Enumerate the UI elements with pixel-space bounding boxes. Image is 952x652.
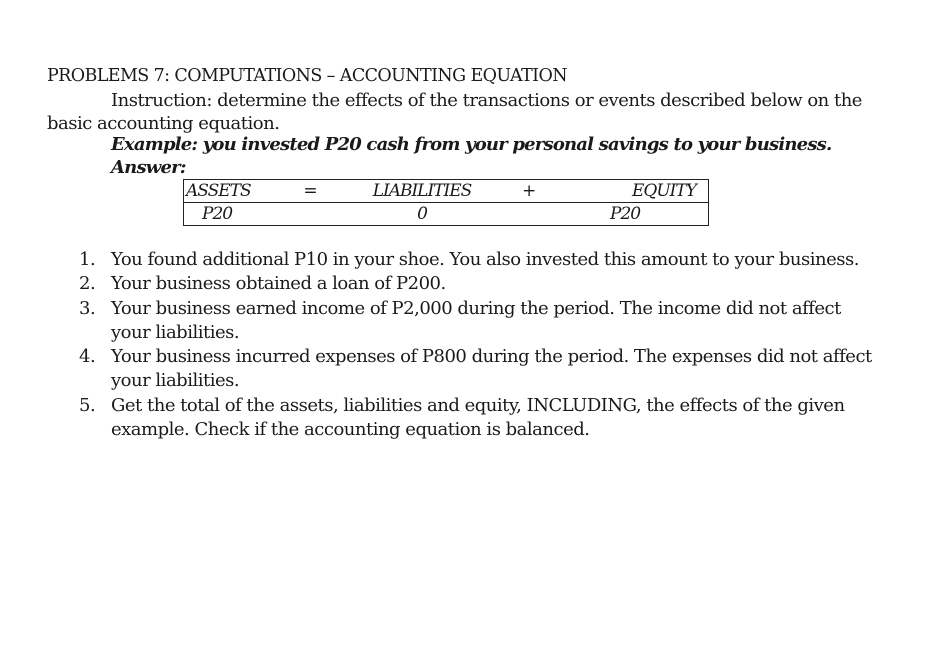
equals-spacer — [298, 203, 322, 226]
list-item — [0, 272, 880, 296]
instruction-text: Instruction: determine the effects of the transactions or events described below on the basic accounting equation. — [47, 90, 862, 134]
answer-label: Answer: — [111, 157, 186, 178]
equation-value-row — [184, 203, 709, 226]
item-text: You found additional P10 in your shoe. You also invested this amount to your business. — [111, 249, 859, 270]
problem-title: PROBLEMS 7: COMPUTATIONS – ACCOUNTING EQUATION — [47, 66, 567, 86]
equity-value: P20 — [610, 204, 641, 224]
item-text: Your business earned income of P2,000 during the period. The income did not affect your liabilities. — [111, 297, 841, 343]
equation-header-row — [184, 180, 709, 203]
problem-list — [0, 248, 880, 442]
list-item — [0, 297, 880, 346]
equity-header: EQUITY — [572, 180, 709, 203]
list-item — [0, 394, 880, 443]
assets-value: P20 — [202, 204, 233, 224]
list-item — [0, 345, 880, 394]
item-text: Your business obtained a loan of P200. — [111, 273, 446, 295]
item-number: 1. — [79, 249, 96, 270]
equals-sign: = — [298, 180, 322, 203]
item-text: Get the total of the assets, liabilities and equity, INCLUDING, the effects of the given example. Check if the accounting equation is balanced. — [111, 394, 845, 441]
liabilities-header: LIABILITIES — [322, 180, 522, 203]
item-text: Your business incurred expenses of P800 during the period. The expenses did not affect your liabilities. — [111, 346, 872, 392]
item-number: 5. — [79, 394, 96, 416]
list-item — [0, 248, 880, 272]
item-number: 4. — [79, 346, 96, 368]
item-number: 3. — [79, 297, 96, 319]
item-number: 2. — [79, 273, 96, 295]
plus-sign: + — [522, 180, 572, 203]
liabilities-value: 0 — [417, 204, 427, 224]
plus-spacer — [522, 203, 572, 226]
assets-header: ASSETS — [184, 180, 299, 203]
accounting-equation-table — [183, 179, 709, 226]
example-text: Example: you invested P20 cash from your personal savings to your business. — [111, 134, 832, 155]
